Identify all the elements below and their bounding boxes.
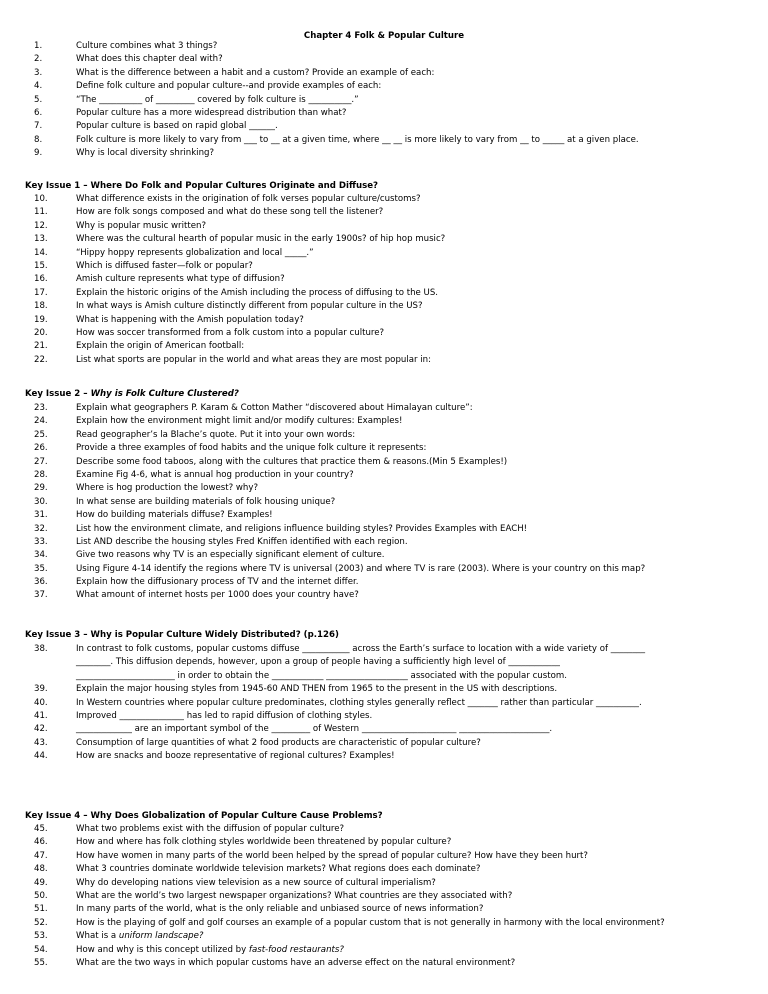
question-text: Consumption of large quantities of what 2 food products are characteristic of popular culture?: [76, 737, 481, 748]
question-number: 8.: [34, 134, 43, 145]
question-item: [0, 536, 768, 549]
question-text: Popular culture has a more widespread distribution than what?: [76, 107, 347, 118]
question-number: 14.: [34, 247, 48, 258]
question-number: 35.: [34, 563, 48, 574]
question-number: 47.: [34, 850, 48, 861]
question-text: How and why is this concept utilized by fast-food restaurants?: [76, 944, 344, 955]
question-text: Explain how the diffusionary process of TV and the internet differ.: [76, 577, 359, 588]
question-number: 46.: [34, 837, 48, 848]
question-text: Describe some food taboos, along with the cultures that practice them & reasons.(Min 5 Examples!): [76, 456, 508, 467]
question-item: [0, 469, 768, 482]
question-text: Provide a three examples of food habits and the unique folk culture it represents:: [76, 443, 427, 454]
question-item: [0, 523, 768, 536]
question-item: [0, 40, 768, 53]
question-number: 51.: [34, 904, 48, 915]
question-item: [0, 890, 768, 903]
question-text: What are the world’s two largest newspaper organizations? What countries are they associated with?: [76, 890, 513, 901]
question-number: 13.: [34, 234, 48, 245]
question-number: 19.: [34, 314, 48, 325]
question-item: [0, 287, 768, 300]
question-item: [0, 429, 768, 442]
key-issue-1-heading: Key Issue 1 – Where Do Folk and Popular Cultures Originate and Diffuse?: [25, 181, 379, 191]
question-text: Where is hog production the lowest? why?: [76, 483, 259, 494]
question-item: [0, 549, 768, 562]
question-text: Popular culture is based on rapid global ______.: [76, 121, 278, 132]
question-text: Explain how the environment might limit and/or modify cultures: Examples!: [76, 416, 403, 427]
question-item: [0, 134, 768, 147]
question-item: [0, 710, 768, 723]
question-item: [0, 697, 768, 710]
question-item: [0, 314, 768, 327]
question-item: [0, 656, 768, 669]
question-number: 9.: [34, 148, 43, 159]
question-text: Culture combines what 3 things?: [76, 41, 218, 51]
question-number: 40.: [34, 697, 48, 708]
question-number: 25.: [34, 429, 48, 440]
question-text: List AND describe the housing styles Fred Kniffen identified with each region.: [76, 536, 408, 547]
question-item: [0, 327, 768, 340]
question-text: How was soccer transformed from a folk custom into a popular culture?: [76, 327, 385, 338]
question-text: Give two reasons why TV is an especially significant element of culture.: [76, 550, 385, 561]
question-text: List what sports are popular in the world and what areas they are most popular in:: [76, 354, 431, 365]
page-title: Chapter 4 Folk & Popular Culture: [303, 31, 465, 41]
question-item: [0, 53, 768, 66]
question-number: 54.: [34, 944, 48, 955]
question-number: 34.: [34, 550, 48, 561]
question-text: In contrast to folk customs, popular customs diffuse ___________ across the Earth’s surface to location with a wide variety of ________: [76, 644, 646, 654]
question-text: _____________ are an important symbol of the _________ of Western ______________________ _____________________.: [76, 724, 553, 735]
question-text: Why is local diversity shrinking?: [76, 148, 215, 159]
question-text: What is the difference between a habit and a custom? Provide an example of each:: [76, 67, 435, 78]
question-item: [0, 930, 768, 943]
question-item: [0, 482, 768, 495]
question-item: [0, 903, 768, 916]
question-number: 12.: [34, 220, 48, 231]
question-text: What is a uniform landscape?: [76, 931, 204, 942]
question-text: Which is diffused faster—folk or popular?: [76, 260, 253, 271]
question-number: 1.: [34, 41, 43, 51]
question-text: Explain the major housing styles from 1945-60 AND THEN from 1965 to the present in the US with descriptions.: [76, 684, 558, 695]
question-text: Examine Fig 4-6, what is annual hog production in your country?: [76, 469, 354, 480]
question-text: Amish culture represents what type of diffusion?: [76, 274, 285, 285]
question-item: [0, 107, 768, 120]
question-number: 6.: [34, 107, 43, 118]
question-number: 30.: [34, 496, 48, 507]
question-text: Read geographer’s la Blache’s quote. Put it into your own words:: [76, 429, 356, 440]
question-text: Using Figure 4-14 identify the regions where TV is universal (2003) and where TV is rare (2003). Where is your country on this map?: [76, 563, 646, 574]
question-text: What two problems exist with the diffusion of popular culture?: [76, 824, 345, 834]
question-number: 38.: [34, 644, 48, 654]
question-number: 41.: [34, 710, 48, 721]
question-item: [0, 456, 768, 469]
key-issue-3-heading: Key Issue 3 – Why is Popular Culture Widely Distributed? (p.126): [25, 630, 339, 640]
question-item: [0, 193, 768, 206]
question-text: How do building materials diffuse? Examples!: [76, 510, 273, 521]
question-text: How are snacks and booze representative of regional cultures? Examples!: [76, 751, 395, 762]
question-number: 27.: [34, 456, 48, 467]
question-number: 15.: [34, 260, 48, 271]
question-item: [0, 917, 768, 930]
key-issue-2-question-list: [0, 402, 768, 603]
question-number: 11.: [34, 207, 48, 218]
question-item: [0, 233, 768, 246]
question-text: In many parts of the world, what is the only reliable and unbiased source of news information?: [76, 904, 484, 915]
question-item: [0, 823, 768, 836]
question-item: [0, 120, 768, 133]
question-text: Explain the historic origins of the Amish including the process of diffusing to the US.: [76, 287, 439, 298]
question-number: 49.: [34, 877, 48, 888]
question-text: Explain the origin of American football:: [76, 341, 245, 352]
question-number: 29.: [34, 483, 48, 494]
question-number: 24.: [34, 416, 48, 427]
question-item: [0, 220, 768, 233]
question-number: 37.: [34, 590, 48, 601]
question-number: 36.: [34, 577, 48, 588]
question-number: 45.: [34, 824, 48, 834]
key-issue-4-question-list: [0, 823, 768, 970]
question-item: [0, 273, 768, 286]
question-number: 48.: [34, 864, 48, 875]
question-text: What 3 countries dominate worldwide television markets? What regions does each dominate?: [76, 864, 481, 875]
question-item: [0, 589, 768, 602]
question-text: Explain what geographers P. Karam & Cotton Mather “discovered about Himalayan culture”:: [76, 403, 473, 413]
question-item: [0, 670, 768, 683]
question-item: [0, 643, 768, 656]
question-text: “Hippy hoppy represents globalization and local _____.”: [76, 247, 314, 258]
question-item: [0, 415, 768, 428]
question-text: Why is popular music written?: [76, 220, 207, 231]
question-number: 28.: [34, 469, 48, 480]
question-text: ________. This diffusion depends, however, upon a group of people having a sufficiently high level of ____________: [76, 657, 560, 668]
question-number: 33.: [34, 536, 48, 547]
question-item: [0, 683, 768, 696]
question-number: 43.: [34, 737, 48, 748]
question-item: [0, 576, 768, 589]
question-item: [0, 402, 768, 415]
question-item: [0, 247, 768, 260]
question-item: [0, 496, 768, 509]
question-number: 18.: [34, 301, 48, 312]
question-text: What difference exists in the origination of folk verses popular culture/customs?: [76, 194, 421, 204]
key-issue-4-heading: Key Issue 4 – Why Does Globalization of Popular Culture Cause Problems?: [25, 811, 383, 821]
question-item: [0, 147, 768, 160]
question-text: What amount of internet hosts per 1000 does your country have?: [76, 590, 359, 601]
question-text: In what sense are building materials of folk housing unique?: [76, 496, 336, 507]
question-text: _______________________ in order to obtain the ____________ ___________________ associated with the popular custom.: [76, 670, 567, 681]
question-item: [0, 80, 768, 93]
question-number: 50.: [34, 890, 48, 901]
question-number: 23.: [34, 403, 48, 413]
question-text: How are folk songs composed and what do these song tell the listener?: [76, 207, 384, 218]
question-number: 21.: [34, 341, 48, 352]
key-issue-2-heading: [25, 388, 239, 401]
question-text: How and where has folk clothing styles worldwide been threatened by popular culture?: [76, 837, 452, 848]
question-item: [0, 877, 768, 890]
question-number: 44.: [34, 751, 48, 762]
question-item: [0, 750, 768, 763]
question-text: List how the environment climate, and religions influence building styles? Provides Examples with EACH!: [76, 523, 528, 534]
question-number: 16.: [34, 274, 48, 285]
question-text: Why do developing nations view television as a new source of cultural imperialism?: [76, 877, 436, 888]
question-number: 22.: [34, 354, 48, 365]
question-item: [0, 340, 768, 353]
question-item: [0, 944, 768, 957]
question-item: [0, 563, 768, 576]
question-number: 32.: [34, 523, 48, 534]
key-issue-2-heading-title: Why is Folk Culture Clustered?: [90, 389, 239, 399]
question-item: [0, 94, 768, 107]
question-item: [0, 836, 768, 849]
question-number: 5.: [34, 94, 43, 105]
question-number: 53.: [34, 931, 48, 942]
question-number: 39.: [34, 684, 48, 695]
key-issue-1-question-list: [0, 193, 768, 367]
question-text: Where was the cultural hearth of popular music in the early 1900s? of hip hop music?: [76, 234, 446, 245]
question-item: [0, 863, 768, 876]
question-text: Folk culture is more likely to vary from ___ to __ at a given time, where __ __ is more likely to vary from __ to _____ at a given place.: [76, 134, 639, 145]
question-text: What is happening with the Amish population today?: [76, 314, 304, 325]
question-item: [0, 206, 768, 219]
question-item: [0, 850, 768, 863]
question-text: In Western countries where popular culture predominates, clothing styles generally reflect _______ rather than particular __________.: [76, 697, 642, 708]
question-number: 55.: [34, 957, 48, 968]
question-item: [0, 300, 768, 313]
question-number: 7.: [34, 121, 43, 132]
question-number: 2.: [34, 54, 43, 65]
question-number: 26.: [34, 443, 48, 454]
question-item: [0, 723, 768, 736]
question-number: 10.: [34, 194, 48, 204]
question-number: 31.: [34, 510, 48, 521]
question-number: 4.: [34, 81, 43, 92]
question-number: 52.: [34, 917, 48, 928]
key-issue-2-heading-prefix: Key Issue 2 –: [25, 389, 91, 399]
question-item: [0, 67, 768, 80]
question-text: How is the playing of golf and golf courses an example of a popular custom that is not generally in harmony with the local environment?: [76, 917, 665, 928]
question-item: [0, 737, 768, 750]
question-text: What are the two ways in which popular customs have an adverse effect on the natural environment?: [76, 957, 516, 968]
question-item: [0, 509, 768, 522]
intro-question-list: [0, 40, 768, 161]
question-number: 17.: [34, 287, 48, 298]
question-text: “The __________ of _________ covered by folk culture is __________.”: [76, 94, 359, 105]
question-text: Improved _______________ has led to rapid diffusion of clothing styles.: [76, 710, 373, 721]
question-item: [0, 354, 768, 367]
question-text: In what ways is Amish culture distinctly different from popular culture in the US?: [76, 301, 423, 312]
question-text: Define folk culture and popular culture--and provide examples of each:: [76, 81, 382, 92]
question-text: What does this chapter deal with?: [76, 54, 223, 65]
question-number: 3.: [34, 67, 43, 78]
question-text: How have women in many parts of the world been helped by the spread of popular culture? How have they been hurt?: [76, 850, 588, 861]
question-number: 20.: [34, 327, 48, 338]
question-number: 42.: [34, 724, 48, 735]
key-issue-3-question-list: [0, 643, 768, 764]
question-item: [0, 957, 768, 970]
question-item: [0, 260, 768, 273]
question-item: [0, 442, 768, 455]
